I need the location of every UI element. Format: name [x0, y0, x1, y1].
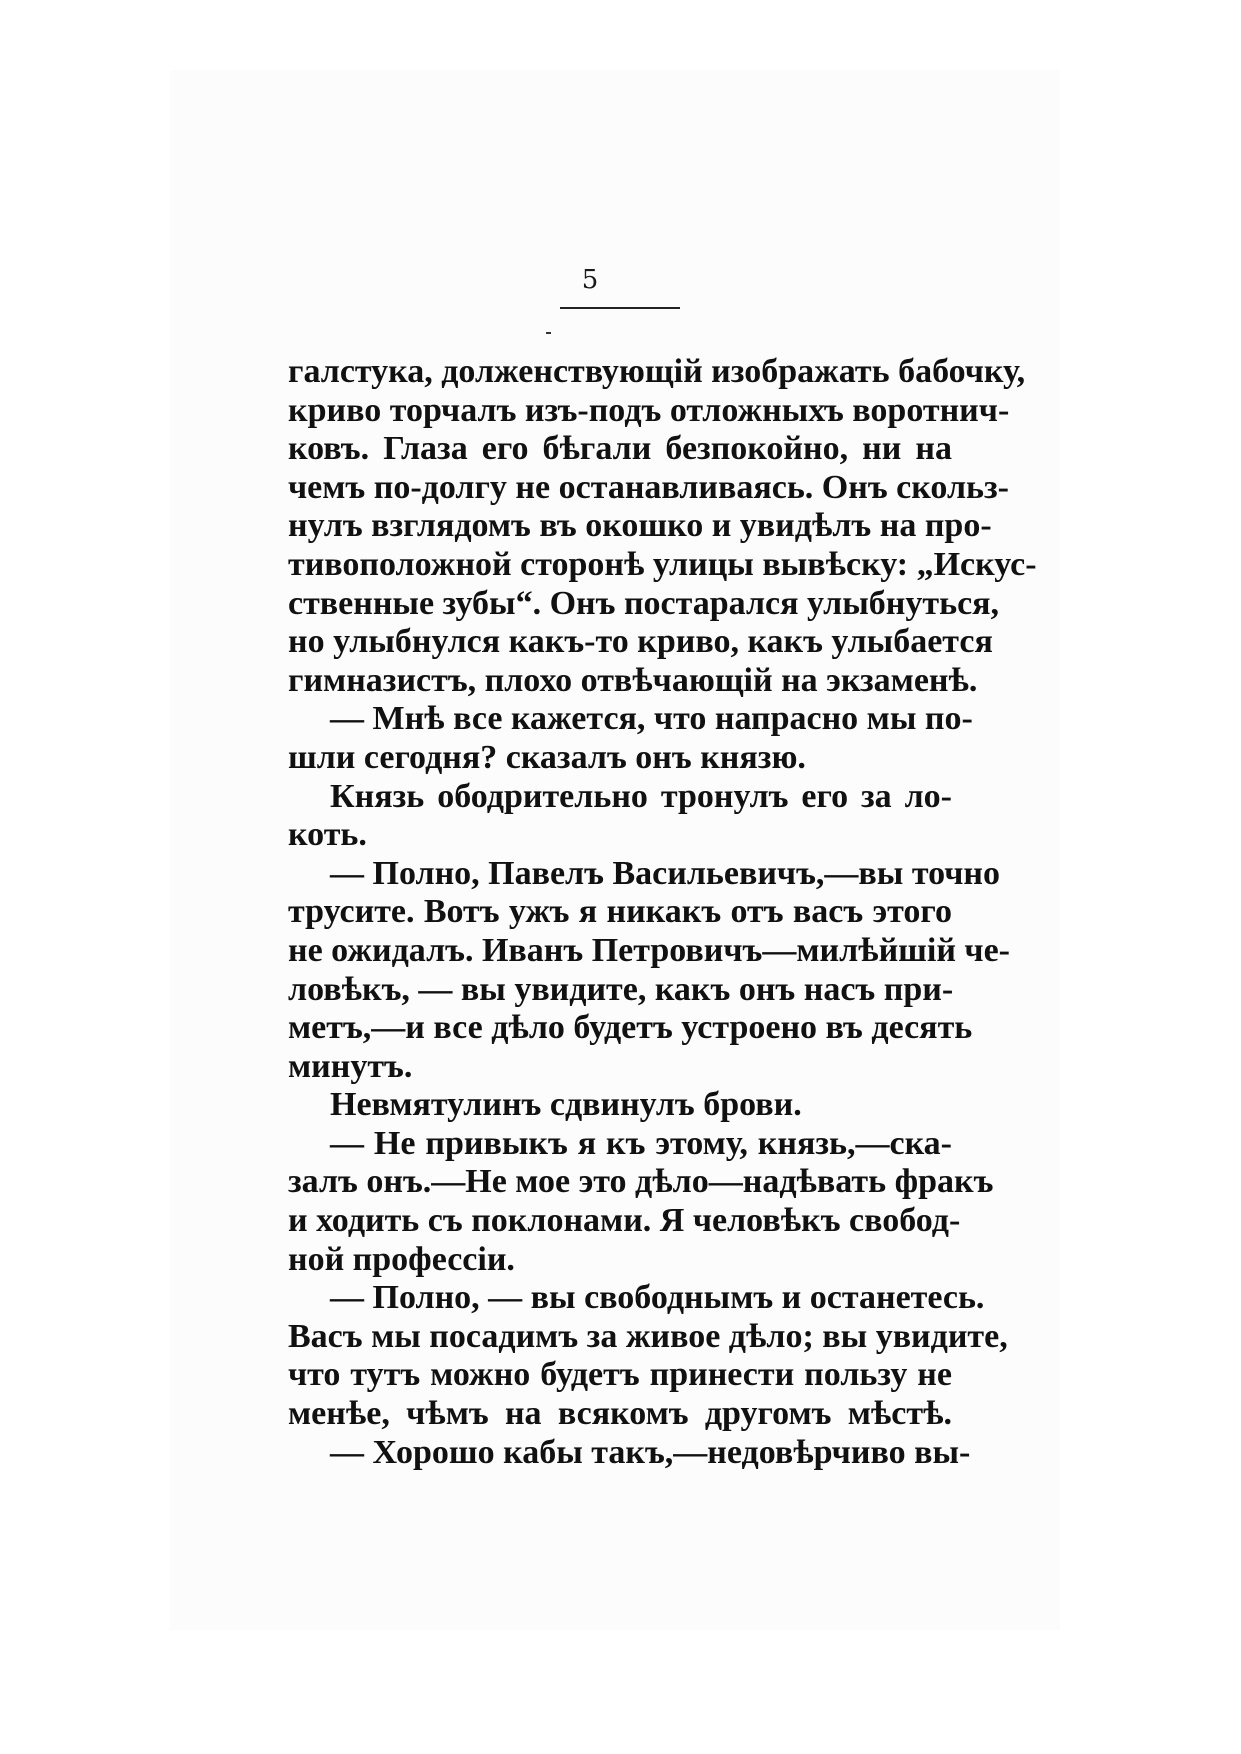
text-line: ной профессіи. [288, 1240, 515, 1278]
text-line: нулъ взглядомъ въ окошко и увидѣлъ на про- [288, 507, 992, 545]
text-line: — Мнѣ все кажется, что напрасно мы по- [330, 700, 973, 738]
text-line: метъ,—и все дѣло будетъ устроено въ десять [288, 1009, 973, 1047]
header-rule [560, 307, 680, 309]
text-line: — Хорошо кабы такъ,—недовѣрчиво вы- [330, 1433, 971, 1471]
text-line: и ходить съ поклонами. Я человѣкъ свобод- [288, 1202, 961, 1240]
text-line: ковъ. Глаза его бѣгали безпокойно, ни на [288, 430, 952, 468]
text-line: залъ онъ.—Не мое это дѣло—надѣвать фракъ [288, 1163, 994, 1201]
text-line: ловѣкъ, — вы увидите, какъ онъ насъ при- [288, 970, 954, 1008]
text-line: криво торчалъ изъ-подъ отложныхъ воротнич- [288, 391, 1010, 429]
text-line: — Полно, Павелъ Васильевичъ,—вы точно [330, 854, 1000, 892]
print-fleck [546, 332, 551, 334]
text-line: трусите. Вотъ ужъ я никакъ отъ васъ этого [288, 893, 952, 931]
text-line: тивоположной сторонѣ улицы вывѣску: „Искус- [288, 545, 1037, 583]
text-line: — Полно, — вы свободнымъ и останетесь. [330, 1279, 985, 1317]
text-line: гимназистъ, плохо отвѣчающій на экзаменѣ. [288, 661, 978, 699]
text-line: галстука, долженствующій изображать бабочку, [288, 353, 1026, 390]
text-line: не ожидалъ. Иванъ Петровичъ—милѣйшій че- [288, 931, 1011, 969]
body-text [288, 353, 1037, 1472]
text-line: менѣе, чѣмъ на всякомъ другомъ мѣстѣ. [288, 1395, 952, 1433]
text-line: Князь ободрительно тронулъ его за ло- [330, 777, 952, 815]
text-line: Невмятулинъ сдвинулъ брови. [330, 1086, 802, 1124]
text-line: — Не привыкъ я къ этому, князь,—ска- [330, 1124, 952, 1162]
page-number: 5 [581, 265, 599, 295]
text-line: что тутъ можно будетъ принести пользу не [288, 1356, 952, 1394]
text-line: коть. [288, 816, 367, 854]
text-line: Васъ мы посадимъ за живое дѣло; вы увидите, [288, 1317, 1008, 1355]
text-line: чемъ по-долгу не останавливаясь. Онъ скольз- [288, 468, 1009, 506]
text-line: но улыбнулся какъ-то криво, какъ улыбается [288, 623, 993, 661]
text-line: шли сегодня? сказалъ онъ князю. [288, 738, 806, 776]
text-line: ственные зубы“. Онъ постарался улыбнуться, [288, 584, 1000, 622]
text-line: минутъ. [288, 1047, 413, 1085]
